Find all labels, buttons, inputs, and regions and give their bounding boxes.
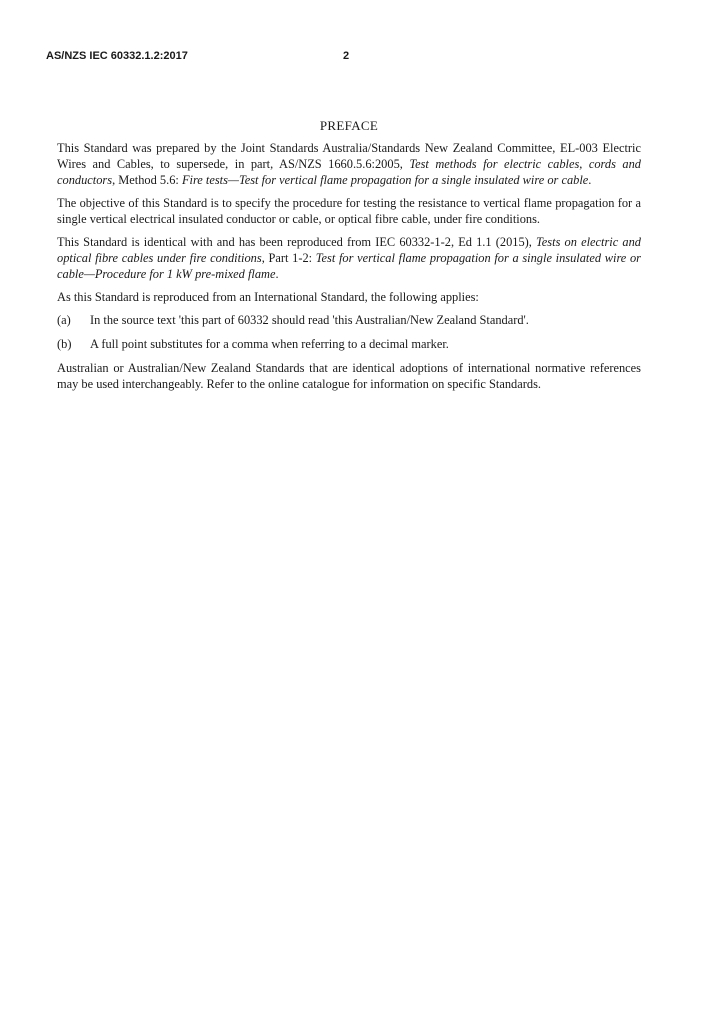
superseded-standard-title: Test methods for electric cables, cords and conductors bbox=[57, 157, 641, 187]
list-item bbox=[57, 336, 641, 352]
list-marker: (a) bbox=[57, 313, 71, 327]
source-part-title: Test for vertical flame propagation for a single insulated wire or cable—Procedure for 1 kW pre-mixed flame bbox=[57, 251, 642, 281]
list-text: A full point substitutes for a comma when referring to a decimal marker. bbox=[90, 337, 449, 351]
paragraph-objective: The objective of this Standard is to specify the procedure for testing the resistance to vertical flame propagation for a single vertical electrical insulated conductor or cable, or optical fibre cable, under fire conditions. bbox=[57, 196, 641, 226]
list-item bbox=[57, 312, 641, 328]
paragraph-source-text-2: , Part 1-2: bbox=[261, 251, 316, 265]
preface-title: PREFACE bbox=[319, 118, 379, 133]
page-number: 2 bbox=[343, 50, 350, 62]
paragraph-references: Australian or Australian/New Zealand Standards that are identical adoptions of international normative references may be used interchangeably. Refer to the online catalogue for information on specific Standards. bbox=[57, 361, 641, 391]
page-header bbox=[46, 50, 678, 66]
source-standard-title: Tests on electric and optical fibre cables under fire conditions bbox=[57, 235, 641, 265]
paragraph-source bbox=[57, 234, 641, 282]
paragraph-applies: As this Standard is reproduced from an International Standard, the following applies: bbox=[57, 290, 479, 304]
paragraph-committee-text-3: . bbox=[588, 173, 592, 187]
document-id: AS/NZS IEC 60332.1.2:2017 bbox=[46, 50, 188, 62]
list-text: In the source text 'this part of 60332 should read 'this Australian/New Zealand Standard'. bbox=[90, 313, 529, 327]
list-marker: (b) bbox=[57, 337, 72, 351]
paragraph-committee-text-1: This Standard was prepared by the Joint Standards Australia/Standards New Zealand Committee, EL-003 Electric Wires and Cables, to supersede, in part, AS/NZS 1660.5.6:2005, bbox=[57, 141, 641, 171]
preface-section bbox=[57, 118, 641, 399]
superseded-method-title: Fire tests—Test for vertical flame propagation for a single insulated wire or cable bbox=[181, 173, 589, 187]
paragraph-source-text-1: This Standard is identical with and has been reproduced from IEC 60332-1-2, Ed 1.1 (2015), bbox=[57, 235, 537, 249]
paragraph-source-text-3: . bbox=[275, 267, 279, 281]
paragraph-committee-text-2: , Method 5.6: bbox=[112, 173, 182, 187]
paragraph-committee bbox=[57, 140, 641, 188]
